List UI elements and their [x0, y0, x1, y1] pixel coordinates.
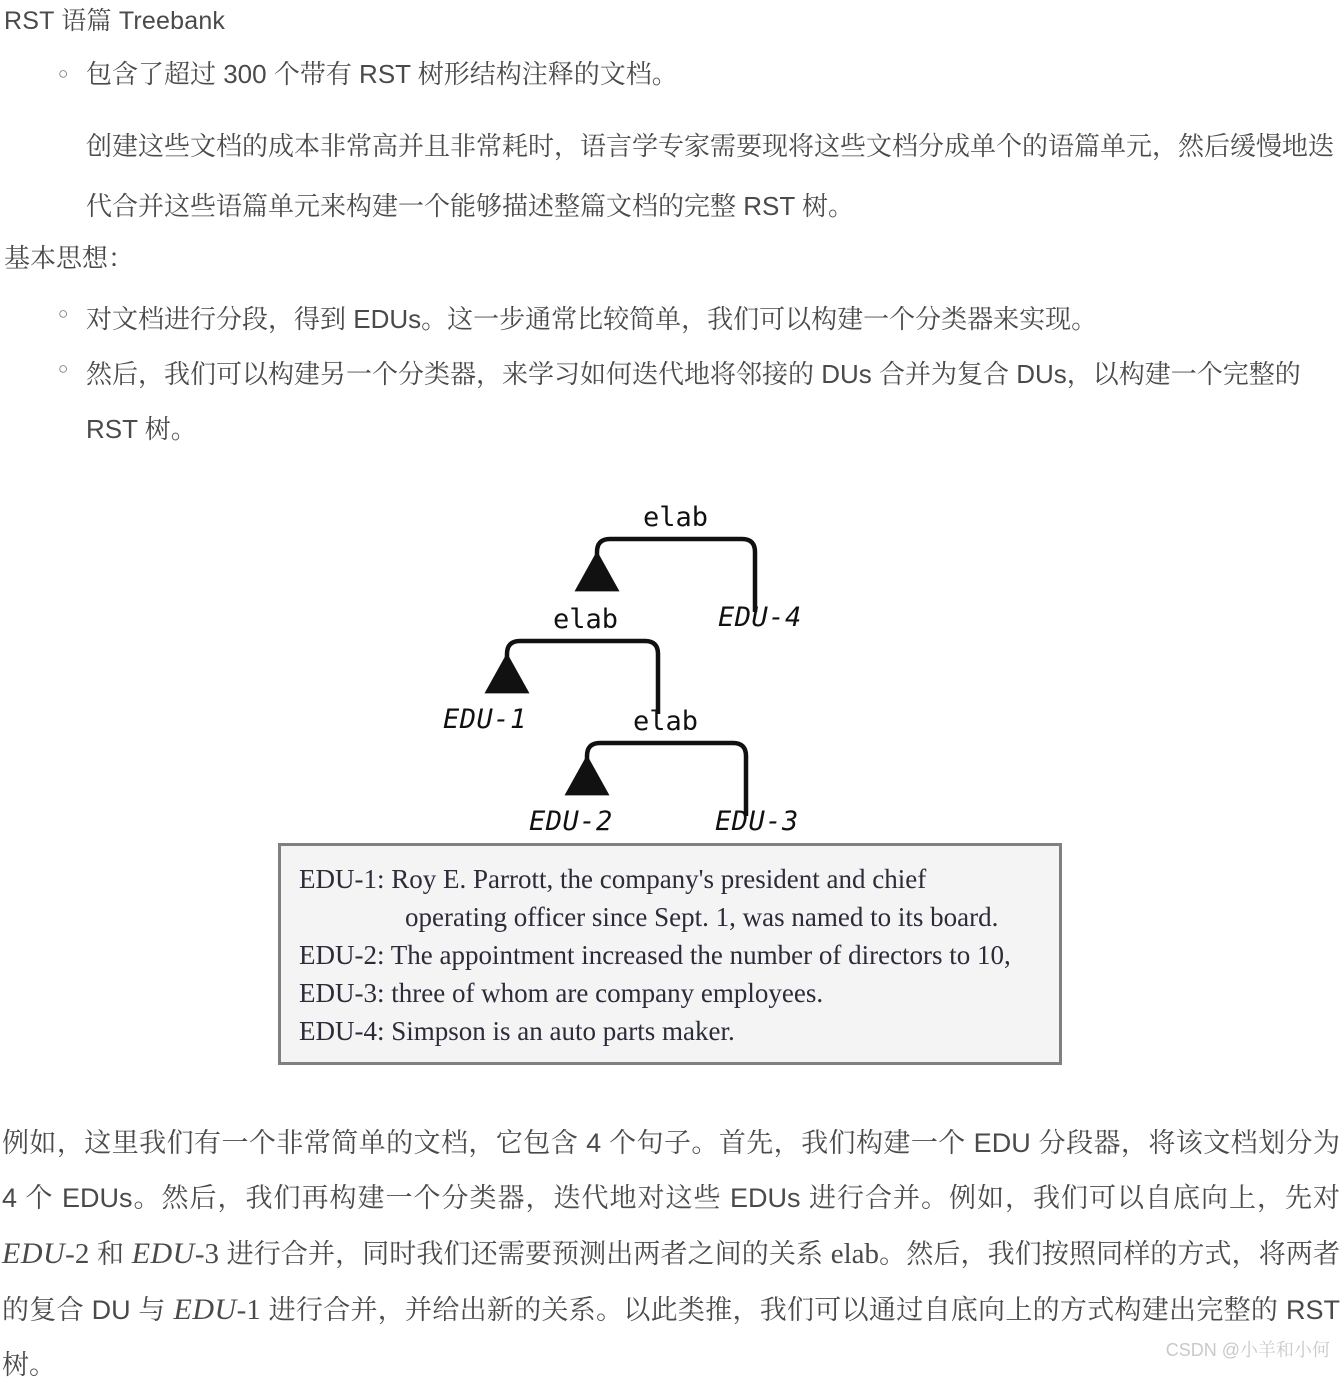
list-item	[0, 52, 1342, 96]
tree-edge-mid	[507, 641, 658, 714]
tree-node-edu-3: EDU-3	[715, 806, 799, 837]
list-item-label: 然后，我们可以构建另一个分类器，来学习如何迭代地将邻接的 DUs 合并为复合 DUs，以构建一个完整的 RST 树。	[86, 359, 1301, 444]
tree-node-root-relation: elab	[643, 502, 709, 533]
edu-entry-4	[299, 1012, 1041, 1050]
tree-node-edu-4: EDU-4	[718, 602, 802, 633]
paragraph-segment-6: 进行合并，同时我们还需要预测出两者之间的关系	[219, 1239, 831, 1269]
paragraph-segment-8: 。然后，我们按照同样的方式，将两者的复合 DU 与	[2, 1239, 1340, 1325]
intro-bullet-list	[0, 52, 1342, 96]
tree-node-edu-2: EDU-2	[529, 806, 613, 837]
paragraph-segment-4: EDU	[131, 1237, 195, 1270]
paragraph-segment-7: elab	[830, 1238, 880, 1270]
list-item	[0, 347, 1342, 457]
edu-entry-3	[299, 974, 1041, 1012]
paragraph-segment-0: 例如，这里我们有一个非常简单的文档，它包含 4 个句子。首先，我们构建一个 EDU 分段器，将该文档划分为 4 个 EDUs。然后，我们再构建一个分类器，迭代地对这些 EDUs 进行合并。例如，我们可以自底向上，先对	[2, 1128, 1340, 1213]
edu-legend-box	[278, 843, 1062, 1065]
edu-entry-1	[299, 860, 1041, 898]
bullet-circle-icon: ○	[58, 304, 69, 323]
section-label: 基本思想：	[4, 243, 135, 273]
list-item-label: 对文档进行分段，得到 EDUs。这一步通常比较简单，我们可以构建一个分类器来实现。	[86, 304, 1098, 334]
paragraph-segment-3: 和	[89, 1239, 132, 1269]
tree-node-low-relation: elab	[633, 706, 699, 737]
edu-entry-text: three of whom are company employees.	[391, 978, 824, 1008]
edu-entry-tag: EDU-3:	[299, 978, 385, 1008]
paragraph-segment-10: -1	[236, 1294, 261, 1326]
csdn-watermark: CSDN @小羊和小何	[1165, 1340, 1330, 1360]
paragraph-segment-9: EDU	[173, 1293, 237, 1326]
edu-entry-tag: EDU-1:	[299, 864, 385, 894]
paragraph-segment-5: -3	[194, 1238, 220, 1270]
edu-entry-text: The appointment increased the number of directors to 10,	[390, 940, 1011, 970]
bottom-paragraph	[2, 1116, 1340, 1393]
edu-entry-1-cont: operating officer since Sept. 1, was named to its board.	[405, 902, 999, 932]
paragraph-segment-2: -2	[65, 1238, 90, 1270]
edu-entry-text: Roy E. Parrott, the company's president and chief	[391, 864, 927, 894]
idea-bullet-list	[0, 292, 1342, 457]
intro-paragraph: 创建这些文档的成本非常高并且非常耗时，语言学专家需要现将这些文档分成单个的语篇单元，然后缓慢地迭代合并这些语篇单元来构建一个能够描述整篇文档的完整 RST 树。	[86, 131, 1335, 221]
page-title: RST 语篇 Treebank	[4, 7, 226, 35]
list-item-label: 包含了超过 300 个带有 RST 树形结构注释的文档。	[86, 59, 678, 89]
edu-entry-tag: EDU-2:	[299, 940, 385, 970]
edu-entry-tag: EDU-4:	[299, 1016, 385, 1046]
paragraph-segment-1: EDU	[2, 1237, 66, 1270]
edu-entry-2	[299, 936, 1041, 974]
tree-node-edu-1: EDU-1	[443, 704, 527, 735]
tree-node-mid-relation: elab	[553, 604, 619, 635]
bullet-circle-icon: ○	[58, 359, 69, 378]
bullet-circle-icon: ○	[58, 64, 69, 83]
list-item	[0, 292, 1342, 347]
paragraph-segment-11: 进行合并，并给出新的关系。以此类推，我们可以通过自底向上的方式构建出完整的 RST 树。	[2, 1295, 1340, 1380]
edu-entry-text: Simpson is an auto parts maker.	[391, 1016, 735, 1046]
rst-tree-connectors	[275, 482, 1075, 862]
